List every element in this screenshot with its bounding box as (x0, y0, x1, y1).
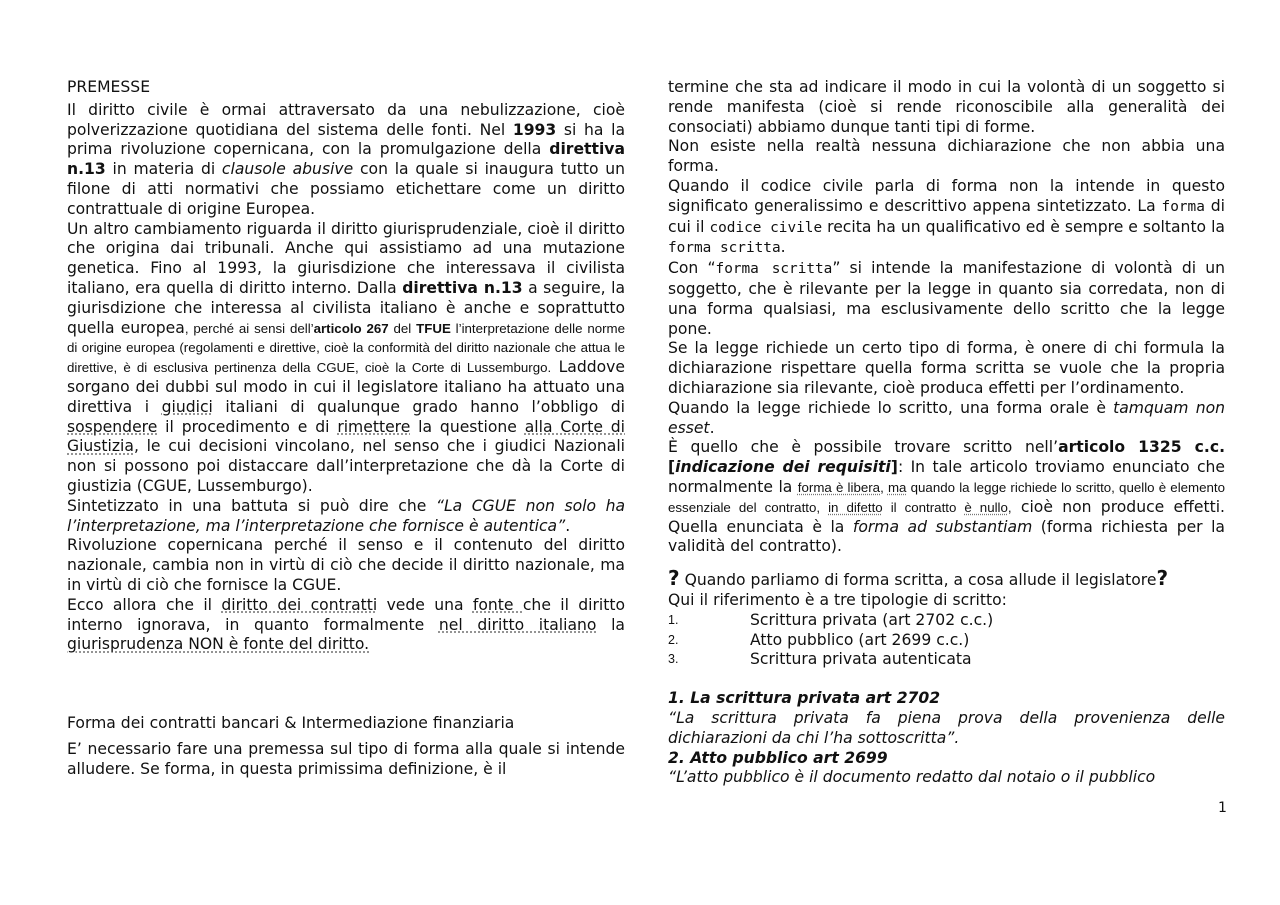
text: in materia di (105, 160, 222, 179)
paragraph-nebulizzazione (67, 101, 625, 220)
mono-text: forma scritta (668, 240, 781, 257)
text: Sintetizzato in una battuta si può dire che (67, 496, 436, 515)
text: . (709, 418, 715, 437)
text: il procedimento e di (157, 417, 338, 436)
text: ” si intende la manifestazione di volontà di un soggetto, che è rilevante per la legge in quanto sia corredata, non di una forma qualsiasi, ma esclusivamente dello scritto che la legge pone. (668, 259, 1225, 338)
text: Il diritto civile è ormai attraversato da una nebulizzazione, cioè polverizzazione quotidiana del sistema delle fonti. Nel (67, 100, 625, 139)
text: “L’atto pubblico è il documento redatto dal notaio o il pubblico (668, 768, 1156, 787)
underlined-text: fonte (472, 595, 523, 614)
paragraph-tamquam (668, 399, 1225, 439)
right-column (668, 78, 1225, 788)
list-number: 2. (668, 632, 679, 647)
text: la questione (410, 417, 525, 436)
paragraph-termine: termine che sta ad indicare il modo in cui la volontà di un soggetto si rende manifesta (cioè si rende riconoscibile alla generalità dei consociati) abbiamo dunque tanti tipi di forme. (668, 78, 1225, 136)
list-item (668, 650, 1225, 670)
text: , perché ai sensi dell’ (184, 320, 314, 336)
text: : In tale articolo troviamo enunciato che normalmente la (668, 458, 1225, 496)
underlined-text: ma (887, 479, 907, 495)
question-line (668, 566, 1225, 591)
underlined-text: giudici (161, 397, 213, 416)
text: 1. La scrittura privata art 2702 (668, 689, 941, 708)
list-number: 3. (668, 652, 679, 667)
tipologie-list (668, 611, 1225, 670)
clausole-abusive: clausole abusive (221, 160, 354, 179)
underlined-text: alla Corte di Giustizia (67, 417, 625, 456)
underlined-text: sospendere (67, 417, 158, 436)
text: che il diritto interno ignorava, in quanto formalmente (67, 595, 625, 634)
list-item (668, 611, 1225, 631)
text: (forma richiesta per la validità del contratto). (668, 517, 1225, 556)
underlined-text: giurisprudenza NON è fonte del diritto. (67, 635, 370, 654)
paragraph-onere: Se la legge richiede un certo tipo di forma, è onere di chi formula la dichiarazione rispettare quella forma scritta se vuole che la propria dichiarazione sia rilevante, cioè produca effetti per l’ordinamento. (668, 339, 1225, 397)
indicazione-requisiti: indicazione dei requisiti (675, 458, 891, 477)
text: Con “ (668, 259, 716, 278)
text: la (596, 615, 625, 634)
text: Laddove sorgano dei dubbi sul modo in cui il legislatore italiano ha attuato una direttiva i (67, 358, 625, 416)
page-number: 1 (1218, 800, 1227, 816)
text: , (1007, 499, 1012, 515)
text: italiani di qualunque grado hanno l’obbligo di (212, 397, 625, 416)
paragraph-codice-civile (668, 177, 1225, 259)
year-1993: 1993 (512, 120, 557, 139)
paragraph-articolo-1325 (668, 438, 1225, 557)
paragraph-sintetizzato (67, 497, 625, 537)
text: cioè non produce effetti. Quella enunciata è la (668, 497, 1225, 536)
list-number: 1. (668, 612, 679, 627)
text: Quando parliamo di forma scritta, a cosa allude il legislatore (679, 571, 1157, 590)
text: Un altro cambiamento riguarda il diritto giurisprudenziale, cioè il diritto che origina dai tribunali. Anche qui assistiamo ad una mutazione genetica. Fino al 1993, la giurisdizione che interessava il civilista italiano, era quella di diritto interno. Dalla (67, 219, 625, 297)
text: con la quale si inaugura tutto un filone di atti normativi che possiamo etichettare come un diritto contrattuale di origine Europea. (67, 160, 625, 218)
paragraph-riferimento: Qui il riferimento è a tre tipologie di scritto: (668, 590, 1007, 609)
text: Quando il codice civile parla di forma non la intende in questo significato generalissimo e descrittivo appena sintetizzato. La (668, 176, 1225, 215)
paragraph-ecco-allora (67, 596, 625, 655)
text: Quando la legge richiede lo scritto, una forma orale è (668, 398, 1114, 417)
text: . (780, 238, 786, 257)
question-mark-icon: ? (668, 566, 680, 591)
text: l’interpretazione delle norme di origine europea (regolamenti e direttive, cioè la conformità del diritto nazionale che attua le direttive, è di esclusiva pertinenza della CGUE, cioè la Corte di Lussemburgo. (67, 320, 626, 376)
left-column (67, 78, 625, 780)
underlined-text: diritto dei contratti (221, 595, 378, 614)
underlined-text: è nullo (964, 499, 1008, 515)
list-text: Scrittura privata autenticata (750, 650, 972, 669)
text: recita ha un qualificativo ed è sempre e soltanto la (822, 217, 1225, 236)
text: si ha la prima rivoluzione copernicana, con la promulgazione della (67, 120, 625, 159)
paragraph-giurisprudenziale (67, 220, 625, 497)
mono-text: forma (1161, 198, 1205, 215)
text: , le cui decisioni vincolano, nel senso che i giudici Nazionali non si possono poi distaccare dall’interpretazione che dà la Corte di giustizia (CGUE, Lussemburgo). (67, 437, 625, 495)
underlined-text: rimettere (337, 417, 411, 436)
subheading-atto-pubblico (668, 749, 1225, 769)
text: , (880, 479, 888, 495)
section-heading-premesse: PREMESSE (67, 78, 151, 96)
text: Ecco allora che il (67, 595, 222, 614)
quote-atto-pubblico (668, 768, 1225, 788)
direttiva-ref: direttiva n.13 (402, 278, 523, 297)
paragraph-non-esiste: Non esiste nella realtà nessuna dichiarazione che non abbia una forma. (668, 137, 1225, 176)
paragraph-premessa-forma: E’ necessario fare una premessa sul tipo di forma alla quale si intende alludere. Se forma, in questa primissima definizione, è il (67, 739, 625, 778)
direttiva-ref: direttiva n.13 (67, 140, 625, 179)
latin-phrase: tamquam non esset (668, 398, 1225, 437)
text: “La scrittura privata fa piena prova della provenienza delle dichiarazioni da chi l’ha sottoscritta”. (668, 708, 1225, 747)
text: vede una (377, 595, 473, 614)
list-item (668, 631, 1225, 651)
quote-cgue: “La CGUE non solo ha l’interpretazione, ma l’interpretazione che fornisce è autentica” (67, 496, 626, 535)
text: di cui il (668, 196, 1225, 236)
articolo-267: articolo 267 (313, 320, 389, 336)
tfue: TFUE (416, 320, 451, 336)
paragraph-rivoluzione: Rivoluzione copernicana perché il senso e il contenuto del diritto nazionale, cambia non in virtù di ciò che decide il diritto nazionale, ma in virtù di ciò che fornisce la CGUE. (67, 536, 625, 594)
section-heading-forma-contratti: Forma dei contratti bancari & Intermediazione finanziaria (67, 714, 515, 733)
mono-text: forma scritta (715, 261, 833, 278)
underlined-text: nel diritto italiano (438, 615, 597, 634)
underlined-text: in difetto (828, 499, 883, 515)
text: 2. Atto pubblico art 2699 (668, 748, 888, 767)
subheading-scrittura-privata (668, 689, 1225, 709)
mono-text: codice civile (709, 219, 823, 236)
text: a seguire, la giurisdizione che interessa al civilista italiano è anche e soprattutto quella europea (67, 278, 626, 337)
underlined-text: forma è libera (797, 479, 881, 495)
bracket: ] (890, 458, 898, 477)
list-text: Atto pubblico (art 2699 c.c.) (750, 630, 970, 649)
text: il contratto (882, 499, 965, 515)
question-mark-icon: ? (1156, 566, 1169, 591)
articolo-1325: articolo 1325 c.c. [ (668, 438, 1226, 477)
text: . (565, 516, 571, 535)
text: quando la legge richiede lo scritto, quello è elemento essenziale del contratto, (668, 479, 1226, 515)
text: È quello che è possibile trovare scritto nell’ (668, 438, 1059, 457)
text: del (388, 320, 417, 336)
paragraph-forma-scritta (668, 259, 1225, 339)
quote-scrittura-privata (668, 709, 1225, 749)
list-text: Scrittura privata (art 2702 c.c.) (750, 610, 994, 629)
forma-ad-substantiam: forma ad substantiam (852, 517, 1033, 536)
